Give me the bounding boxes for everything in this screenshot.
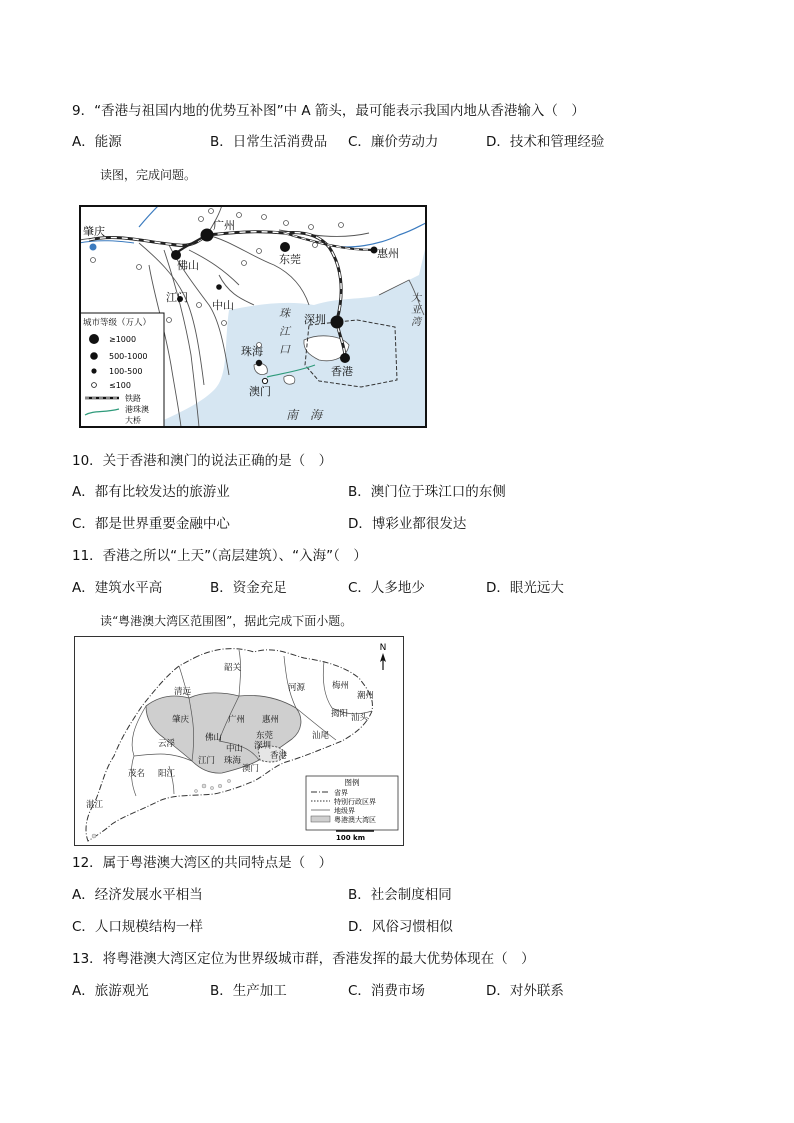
map1-label-hongkong: 香港	[331, 365, 353, 378]
legend-level-4: ≤100	[109, 381, 131, 390]
zhuhai-dot	[256, 360, 262, 366]
q10-option-b[interactable]: B．澳门位于珠江口的东侧	[348, 484, 506, 500]
map1-label-guangzhou: 广州	[213, 219, 235, 232]
q10-stem: 10．关于香港和澳门的说法正确的是（ ）	[72, 453, 333, 469]
q13-option-d[interactable]: D．对外联系	[486, 983, 564, 999]
map1-label-foshan: 佛山	[177, 259, 199, 272]
legend-title: 城市等级（万人）	[83, 318, 152, 328]
legend-level-2: 500-1000	[109, 352, 148, 361]
q13-stem: 13．将粤港澳大湾区定位为世界级城市群，香港发挥的最大优势体现在（ ）	[72, 951, 535, 967]
zhaoqing-dot	[90, 244, 97, 251]
q11-stem: 11．香港之所以“上天”（高层建筑）、“入海”（ ）	[72, 548, 367, 564]
map1-label-zhujiang-1: 珠	[279, 307, 290, 320]
q12-stem: 12．属于粤港澳大湾区的共同特点是（ ）	[72, 855, 333, 871]
hongkong-dot	[340, 353, 350, 363]
q9-option-d[interactable]: D．技术和管理经验	[486, 134, 605, 150]
map2-label-zhongshan: 中山	[226, 744, 244, 754]
q9-option-b[interactable]: B．日常生活消费品	[210, 134, 328, 150]
macau-dot	[262, 378, 267, 383]
legend2-gba: 粤港澳大湾区	[334, 816, 376, 824]
map2-intro: 读“粤港澳大湾区范围图”，据此完成下面小题。	[100, 614, 353, 628]
map1-label-zhongshan: 中山	[212, 299, 234, 312]
q10-option-a[interactable]: A．都有比较发达的旅游业	[72, 484, 230, 500]
map2-label-yunfu: 云浮	[158, 739, 176, 749]
map2-label-heyuan: 河源	[288, 683, 306, 693]
legend2-prefecture: 地级界	[334, 807, 355, 815]
q9-option-c[interactable]: C．廉价劳动力	[348, 134, 439, 150]
map2-label-zhanjiang: 湛江	[86, 800, 104, 810]
river-blue	[139, 205, 159, 227]
shenzhen-dot	[331, 316, 344, 329]
zhongshan-dot	[216, 284, 222, 290]
q12-option-c[interactable]: C．人口规模结构一样	[72, 919, 203, 935]
q9-stem: 9．“香港与祖国内地的优势互补图”中 A 箭头，最可能表示我国内地从香港输入（ ）	[72, 103, 585, 119]
map1-label-nanhai: 南 海	[286, 408, 323, 422]
map2-label-foshan: 佛山	[205, 733, 223, 743]
q12-option-a[interactable]: A．经济发展水平相当	[72, 887, 203, 903]
q12-option-d[interactable]: D．风俗习惯相似	[348, 919, 453, 935]
map1-label-zhuhai: 珠海	[241, 345, 263, 358]
island-small	[284, 375, 295, 384]
map2-label-shaoguan: 韶关	[224, 663, 242, 673]
map2-label-meizhou: 梅州	[332, 681, 350, 691]
pearl-river-delta-map	[79, 205, 427, 428]
legend2-title: 图例	[344, 778, 360, 787]
map1-label-jiangmen: 江门	[166, 291, 188, 304]
q10-option-c[interactable]: C．都是世界重要金融中心	[72, 516, 230, 532]
map1-label-huizhou: 惠州	[377, 247, 399, 260]
river-blue	[329, 223, 426, 247]
map2-label-jiangmen: 江门	[198, 756, 216, 766]
q13-option-c[interactable]: C．消费市场	[348, 983, 425, 999]
map2-label-huizhou: 惠州	[262, 715, 280, 725]
map2-label-maoming: 茂名	[128, 769, 146, 779]
legend2-sar: 特别行政区界	[334, 798, 376, 806]
map1-label-daya-2: 亚	[411, 305, 421, 316]
map2-label-shantou: 汕头	[351, 713, 369, 723]
legend2-provincial: 省界	[334, 789, 348, 797]
river-blue	[79, 241, 134, 243]
map1-label-zhaoqing: 肇庆	[83, 225, 105, 238]
legend-bridge-2: 大桥	[125, 416, 141, 425]
map2-label-shenzhen: 深圳	[254, 741, 272, 751]
legend-level-3: 100-500	[109, 367, 143, 376]
map2-label-guangzhou: 广州	[228, 715, 246, 725]
q11-option-d[interactable]: D．眼光远大	[486, 580, 564, 596]
map1-label-macau: 澳门	[249, 385, 271, 398]
q9-option-a[interactable]: A．能源	[72, 134, 122, 150]
map2-label-zhuhai: 珠海	[224, 756, 242, 766]
map2-label-shanwei: 汕尾	[312, 731, 330, 741]
map2-label-jieyang: 揭阳	[331, 709, 349, 719]
guangzhou-dot	[201, 229, 214, 242]
map2-label-dongguan: 东莞	[256, 731, 274, 741]
greater-bay-area-map	[74, 636, 404, 846]
legend2-scale: 100 km	[336, 834, 365, 842]
map1-label-daya-3: 湾	[411, 317, 421, 328]
legend-level-1: ≥1000	[109, 335, 137, 344]
q10-option-d[interactable]: D．博彩业都很发达	[348, 516, 467, 532]
q13-option-b[interactable]: B．生产加工	[210, 983, 287, 999]
legend-bridge-1: 港珠澳	[125, 405, 149, 414]
map1-label-daya-1: 大	[411, 293, 421, 304]
q13-option-a[interactable]: A．旅游观光	[72, 983, 149, 999]
north-label: N	[379, 643, 387, 653]
q11-option-c[interactable]: C．人多地少	[348, 580, 425, 596]
map2-label-macau: 澳门	[242, 764, 260, 774]
map2-label-zhaoqing: 肇庆	[172, 715, 190, 725]
map1-label-zhujiang-2: 江	[279, 325, 290, 338]
q11-option-a[interactable]: A．建筑水平高	[72, 580, 163, 596]
map2-label-chaozhou: 潮州	[357, 691, 375, 701]
map1-label-shenzhen: 深圳	[304, 313, 326, 326]
legend-railway: 铁路	[125, 394, 141, 403]
dongguan-dot	[280, 242, 290, 252]
q12-option-b[interactable]: B．社会制度相同	[348, 887, 452, 903]
map1-label-zhujiang-3: 口	[279, 343, 290, 356]
map2-label-yangjiang: 阳江	[158, 769, 176, 779]
map1-legend	[80, 313, 164, 427]
map1-intro: 读图，完成问题。	[100, 168, 197, 182]
q11-option-b[interactable]: B．资金充足	[210, 580, 287, 596]
map1-label-dongguan: 东莞	[279, 253, 301, 266]
map2-label-hongkong: 香港	[270, 751, 288, 761]
map2-label-qingyuan: 清远	[174, 687, 192, 697]
